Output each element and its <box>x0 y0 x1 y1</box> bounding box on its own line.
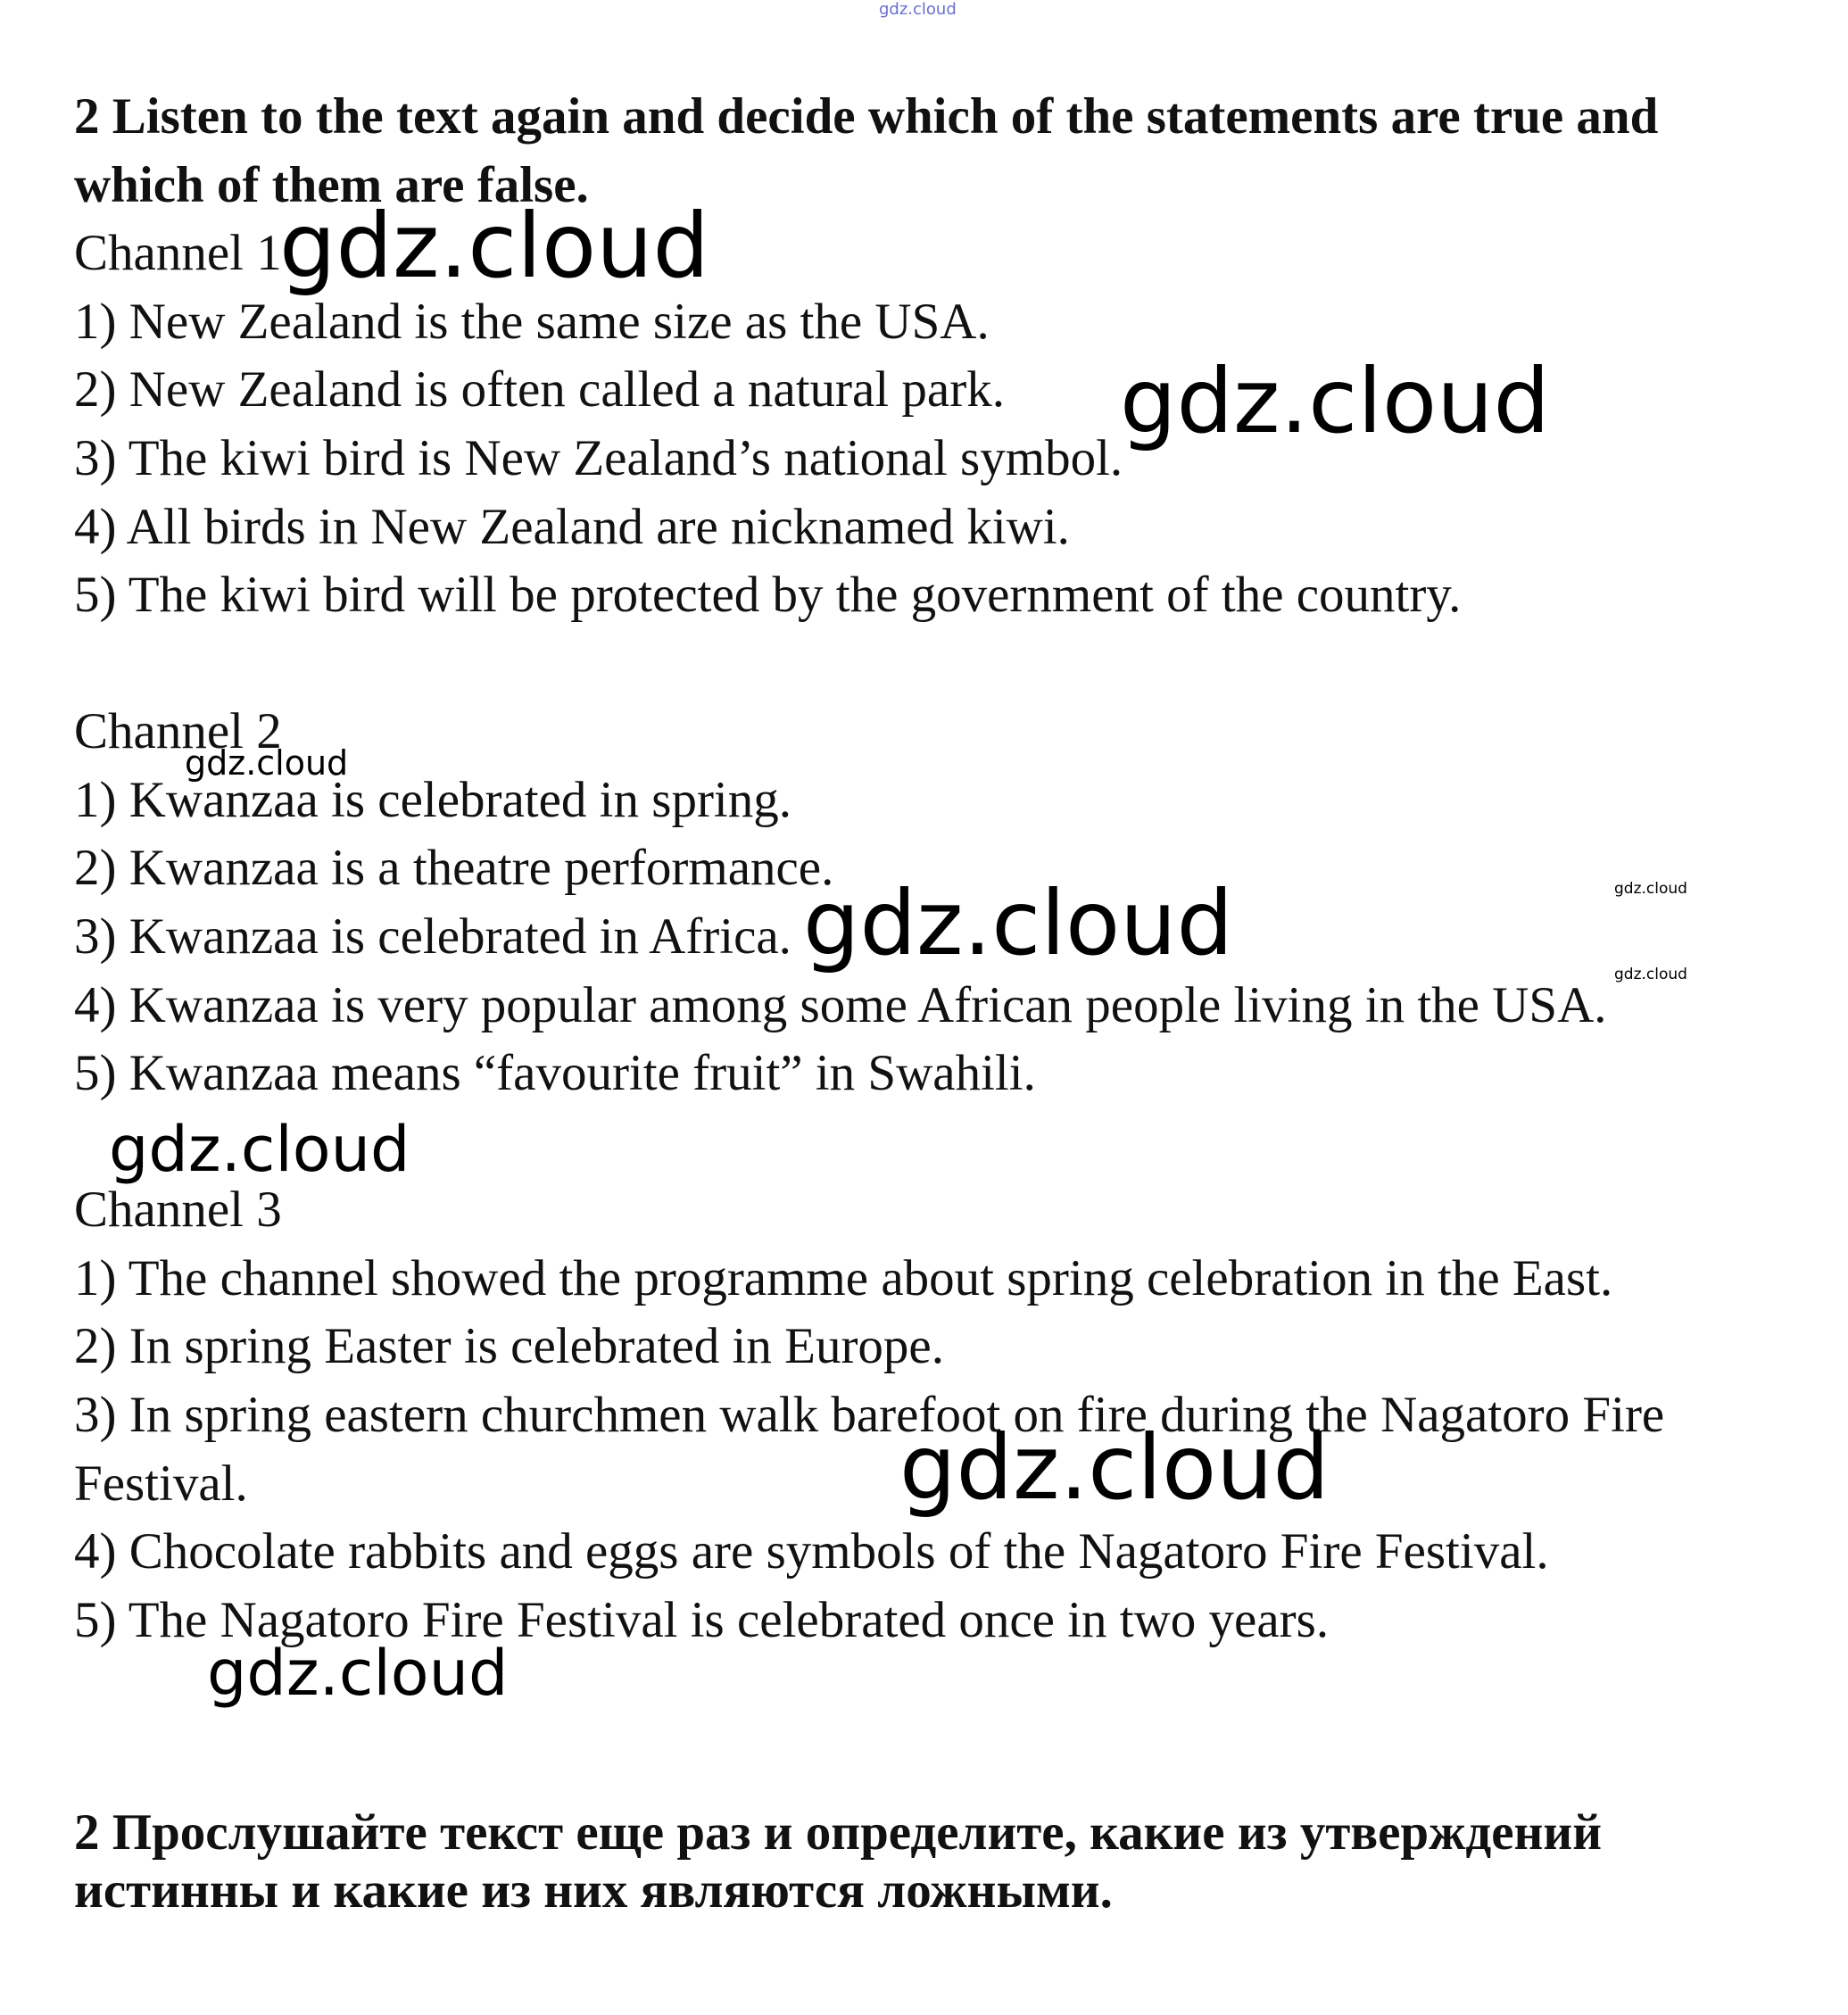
watermark-7: gdz.cloud <box>109 1113 410 1186</box>
channel-3-statement-2: 2) In spring Easter is celebrated in Europe. <box>74 1318 944 1374</box>
watermark-6: gdz.cloud <box>1614 966 1687 983</box>
channel-3-statement-1: 1) The channel showed the programme about spring celebration in the East. <box>74 1250 1613 1306</box>
exercise-heading-line-2: which of them are false. <box>74 157 589 213</box>
channel-2-title: Channel 2 <box>74 703 282 759</box>
channel-3-title: Channel 3 <box>74 1182 282 1238</box>
exercise-heading-ru-line-1: 2 Прослушайте текст еще раз и определите, какие из утверждений <box>74 1804 1603 1861</box>
channel-3-statement-3-continued: Festival. <box>74 1455 248 1512</box>
channel-1-statement-4: 4) All birds in New Zealand are nicknamed kiwi. <box>74 499 1070 555</box>
channel-2-statement-5: 5) Kwanzaa means “favourite fruit” in Swahili. <box>74 1045 1036 1101</box>
channel-1-statement-5: 5) The kiwi bird will be protected by the government of the country. <box>74 567 1462 623</box>
watermark-4: gdz.cloud <box>1614 880 1687 898</box>
channel-1-statement-1: 1) New Zealand is the same size as the USA. <box>74 294 990 350</box>
channel-1-statement-2: 2) New Zealand is often called a natural park. <box>74 361 1005 418</box>
watermark-2: gdz.cloud <box>1120 349 1551 453</box>
watermark-9: gdz.cloud <box>207 1637 509 1710</box>
channel-2-statement-4: 4) Kwanzaa is very popular among some African people living in the USA. <box>74 977 1607 1033</box>
channel-2-statement-3: 3) Kwanzaa is celebrated in Africa. <box>74 908 791 965</box>
channel-1-title: Channel 1 <box>74 225 282 281</box>
watermark-3: gdz.cloud <box>185 743 349 783</box>
watermark-5: gdz.cloud <box>803 871 1234 975</box>
channel-2-statement-2: 2) Kwanzaa is a theatre performance. <box>74 840 834 896</box>
channel-3-statement-4: 4) Chocolate rabbits and eggs are symbols of the Nagatoro Fire Festival. <box>74 1523 1549 1580</box>
header-watermark: gdz.cloud <box>879 0 957 19</box>
channel-3-statement-3: 3) In spring eastern churchmen walk barefoot on fire during the Nagatoro Fire <box>74 1387 1665 1443</box>
watermark-8: gdz.cloud <box>899 1415 1330 1520</box>
channel-1-statement-3: 3) The kiwi bird is New Zealand’s national symbol. <box>74 430 1123 486</box>
watermark-1: gdz.cloud <box>279 194 710 298</box>
channel-2-statement-1: 1) Kwanzaa is celebrated in spring. <box>74 772 792 828</box>
exercise-heading-line-1: 2 Listen to the text again and decide which of the statements are true and <box>74 88 1659 145</box>
exercise-heading-ru-line-2: истинны и какие из них являются ложными. <box>74 1862 1113 1919</box>
channel-3-statement-5: 5) The Nagatoro Fire Festival is celebrated once in two years. <box>74 1592 1330 1648</box>
